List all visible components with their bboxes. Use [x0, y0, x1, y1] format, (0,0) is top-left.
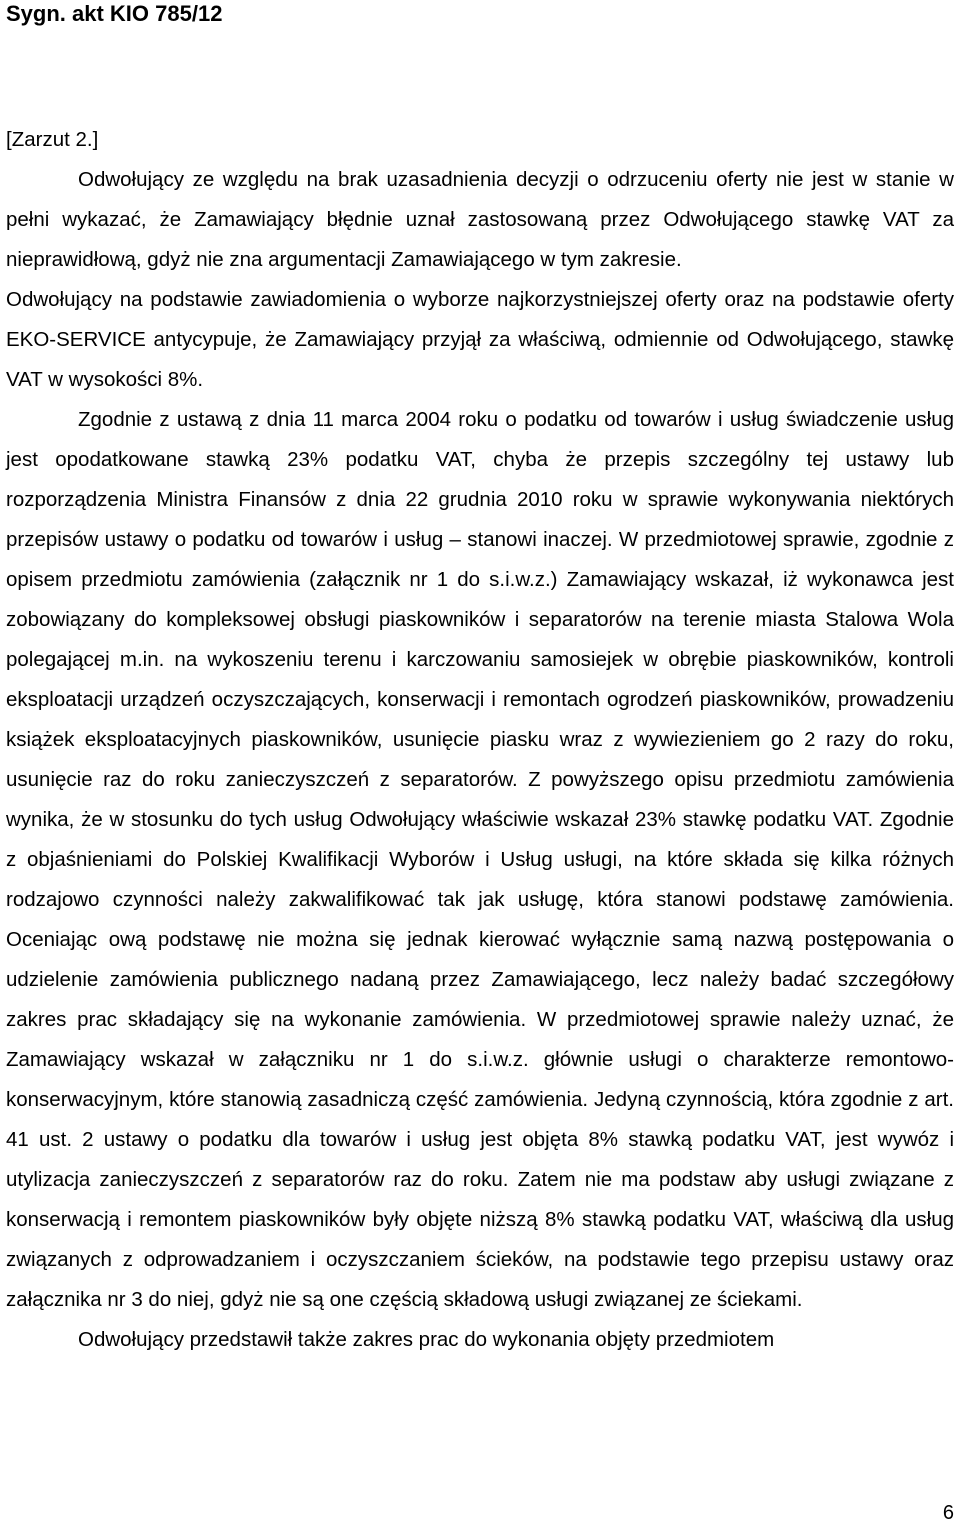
- section-label: [Zarzut 2.]: [6, 128, 99, 151]
- paragraph-2: Odwołujący na podstawie zawiadomienia o wyborze najkorzystniejszej oferty oraz na podstawie oferty EKO-SERVICE antycypuje, że Zamawiający przyjął za właściwą, odmiennie od Odwołującego, stawkę VAT w wysokości 8%.: [6, 288, 954, 391]
- document-body: [6, 120, 954, 1360]
- paragraph-4: Odwołujący przedstawił także zakres prac do wykonania objęty przedmiotem: [78, 1328, 775, 1351]
- page-number: 6: [942, 1502, 954, 1524]
- paragraph-1: Odwołujący ze względu na brak uzasadnienia decyzji o odrzuceniu oferty nie jest w stanie w pełni wykazać, że Zamawiający błędnie uznał zastosowaną przez Odwołującego stawkę VAT za nieprawidłową, gdyż nie zna argumentacji Zamawiającego w tym zakresie.: [6, 168, 954, 271]
- paragraph-3: Zgodnie z ustawą z dnia 11 marca 2004 roku o podatku od towarów i usług świadczenie usług jest opodatkowane stawką 23% podatku VAT, chyba że przepis szczególny tej ustawy lub rozporządzenia Ministra Finansów z dnia 22 grudnia 2010 roku w sprawie wykonywania niektórych przepisów ustawy o podatku od towarów i usług – stanowi inaczej. W przedmiotowej sprawie, zgodnie z opisem przedmiotu zamówienia (załącznik nr 1 do s.i.w.z.) Zamawiający wskazał, iż wykonawca jest zobowiązany do kompleksowej obsługi piaskowników i separatorów na terenie miasta Stalowa Wola polegającej m.in. na wykoszeniu terenu i karczowaniu samosiejek w obrębie piaskowników, kontroli eksploatacji urządzeń oczyszczających, konserwacji i remontach ogrodzeń piaskowników, prowadzeniu książek eksploatacyjnych piaskowników, usunięcie piasku wraz z wywiezieniem go 2 razy do roku, usunięcie raz do roku zanieczyszczeń z separatorów. Z powyższego opisu przedmiotu zamówienia wynika, że w stosunku do tych usług Odwołujący właściwie wskazał 23% stawkę podatku VAT. Zgodnie z objaśnieniami do Polskiej Kwalifikacji Wyborów i Usług usługi, na które składa się kilka różnych rodzajowo czynności należy zakwalifikować tak jak usługę, która stanowi podstawę zamówienia. Oceniając ową podstawę nie można się jednak kierować wyłącznie samą nazwą postępowania o udzielenie zamówienia publicznego nadaną przez Zamawiającego, lecz należy badać szczegółowy zakres prac składający się na wykonanie zamówienia. W przedmiotowej sprawie należy uznać, że Zamawiający wskazał w załączniku nr 1 do s.i.w.z. głównie usługi o charakterze remontowo-konserwacyjnym, które stanowią zasadniczą część zamówienia. Jedyną czynnością, która zgodnie z art. 41 ust. 2 ustawy o podatku dla towarów i usług jest objęta 8% stawką podatku VAT, jest wywóz i utylizacja zanieczyszczeń z separatorów raz do roku. Zatem nie ma podstaw aby usługi związane z konserwacją i remontem piaskowników były objęte niższą 8% stawką podatku VAT, właściwą dla usług związanych z odprowadzaniem i oczyszczaniem ścieków, na podstawie tego przepisu ustawy oraz załącznika nr 3 do niej, gdyż nie są one częścią składową usługi związanej ze ściekami.: [6, 408, 954, 1311]
- case-reference-header: Sygn. akt KIO 785/12: [6, 1, 223, 26]
